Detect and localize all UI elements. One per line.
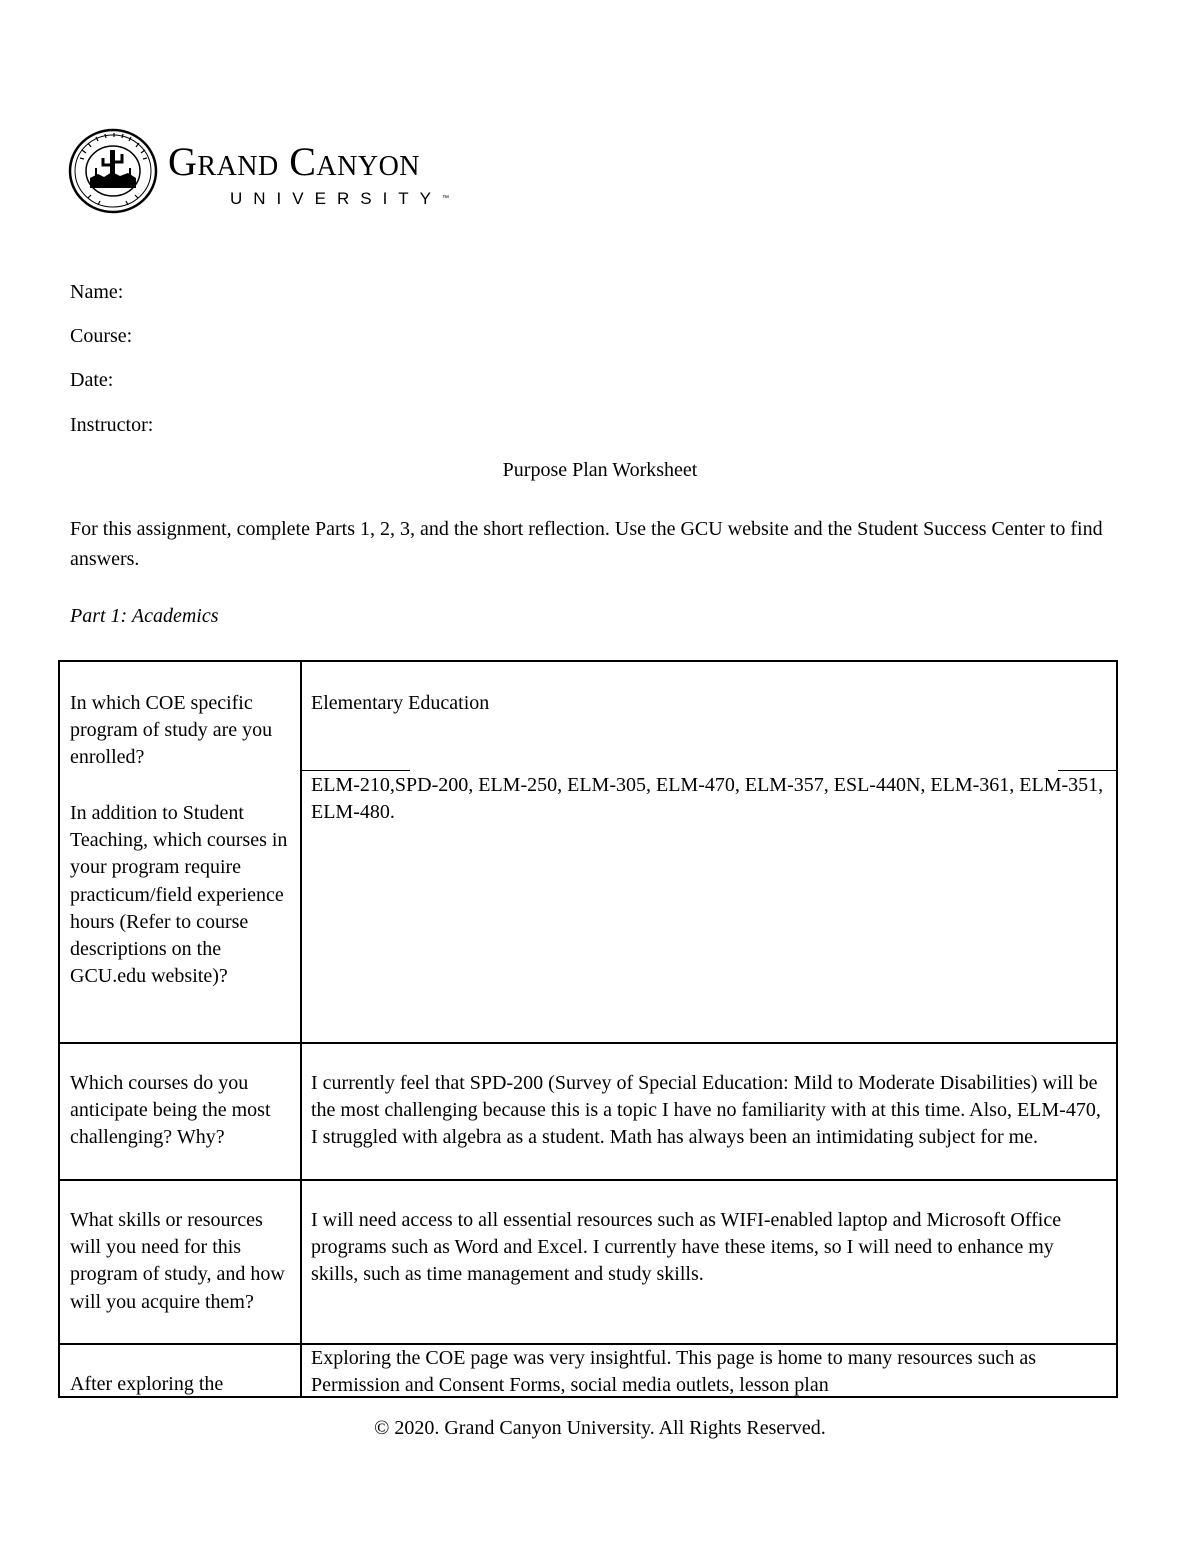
trademark-symbol: ™ (442, 195, 450, 202)
copyright-footer: © 2020. Grand Canyon University. All Rights Reserved. (374, 1417, 826, 1439)
logo-name-line2: UNIVERSITY™ (230, 189, 450, 208)
worksheet-title: Purpose Plan Worksheet (502, 459, 698, 481)
part1-heading: Part 1: Academics (70, 605, 219, 627)
date-label: Date: (70, 369, 114, 391)
table-row (60, 1042, 1116, 1179)
table-row (60, 662, 1116, 770)
answer-cell: Elementary Education (311, 692, 490, 714)
gcu-logo (68, 128, 478, 216)
table-row (60, 1179, 1116, 1343)
question-cell: In which COE specific program of study are you enrolled? (70, 692, 273, 769)
question-cell: What skills or resources will you need for this program of study, and how will you acquire them? (70, 1209, 285, 1313)
course-label: Course: (70, 325, 133, 347)
question-cell: After exploring the (70, 1373, 224, 1395)
answer-cell: Exploring the COE page was very insightful. This page is home to many resources such as Permission and Consent Forms, social media outlets, lesson plan (311, 1347, 1037, 1397)
table-row (60, 770, 1116, 1042)
question-cell: Which courses do you anticipate being the most challenging? Why? (70, 1072, 271, 1149)
academics-table (58, 660, 1118, 1398)
university-seal-icon (68, 128, 158, 214)
name-label: Name: (70, 281, 124, 303)
answer-cell: ELM-210,SPD-200, ELM-250, ELM-305, ELM-470, ELM-357, ESL-440N, ELM-361, ELM-351, ELM-480. (311, 774, 1104, 824)
question-cell: In addition to Student Teaching, which courses in your program require practicum/field experience hours (Refer to course descriptions on the GCU.edu website)? (70, 802, 288, 988)
answer-cell: I currently feel that SPD-200 (Survey of Special Education: Mild to Moderate Disabilities) will be the most challenging because this is a topic I have no familiarity with at this time. Also, ELM-470, I struggled with algebra as a student. Math has always been an intimidating subject for me. (311, 1072, 1101, 1149)
instructor-label: Instructor: (70, 414, 154, 436)
logo-name-line1: Grand Canyon (168, 139, 421, 184)
assignment-instructions: For this assignment, complete Parts 1, 2, 3, and the short reflection. Use the GCU website and the Student Success Center to find answers. (70, 518, 1103, 570)
table-row (60, 1343, 1116, 1398)
answer-cell: I will need access to all essential resources such as WIFI-enabled laptop and Microsoft Office programs such as Word and Excel. I currently have these items, so I will need to enhance my skills, such as time management and study skills. (311, 1209, 1062, 1286)
